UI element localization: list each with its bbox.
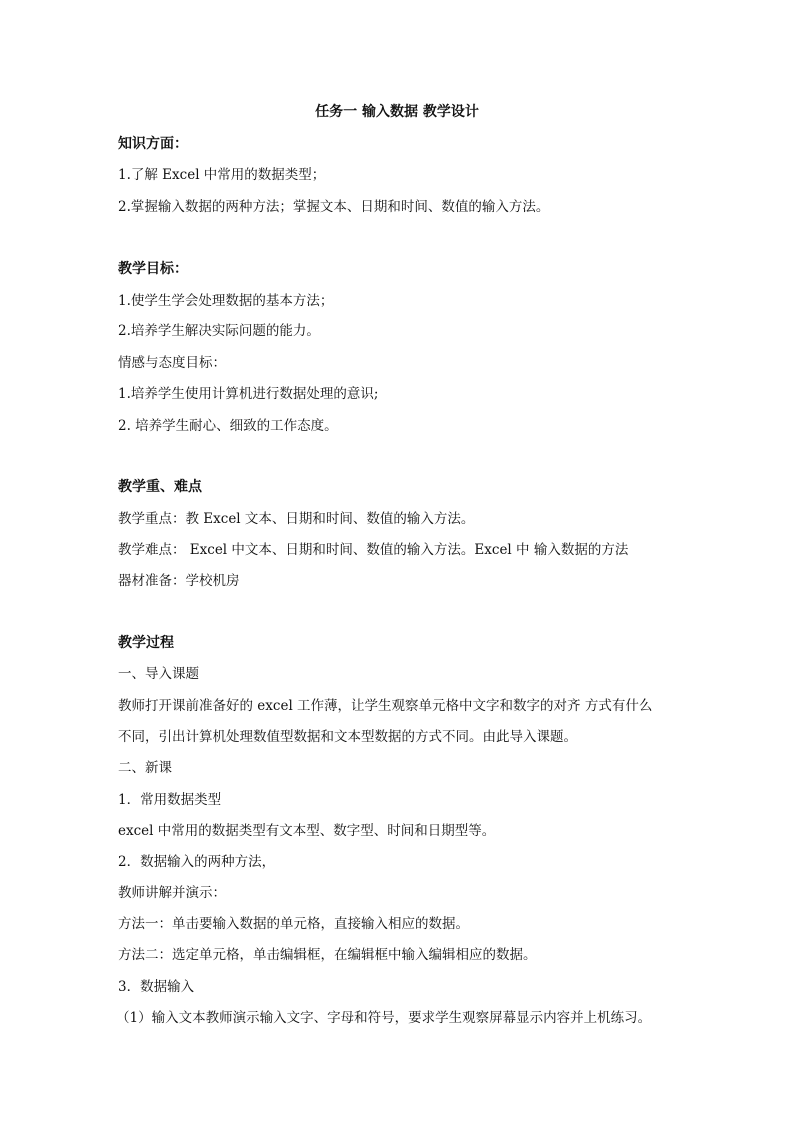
paragraph-line: 1.了解 Excel 中常用的数据类型； [118, 167, 326, 183]
heading-goals: 教学目标： [118, 261, 188, 277]
subheading-emotion: 情感与态度目标： [118, 355, 226, 371]
heading-key-points: 教学重、难点 [118, 479, 202, 495]
heading-process: 教学过程 [118, 635, 174, 651]
paragraph-line: 教学难点： Excel 中文本、日期和时间、数值的输入方法。Excel 中 输入数据的方法 [118, 542, 629, 558]
paragraph-line: 3．数据输入 [118, 979, 195, 995]
paragraph-line: 2. 培养学生耐心、细致的工作态度。 [118, 418, 338, 434]
heading-knowledge: 知识方面： [118, 136, 188, 152]
paragraph-line: excel 中常用的数据类型有文本型、数字型、时间和日期型等。 [118, 823, 496, 839]
paragraph-line: 器材准备：学校机房 [118, 573, 240, 589]
paragraph-line: （1）输入文本教师演示输入文字、字母和符号，要求学生观察屏幕显示内容并上机练习。 [116, 1010, 652, 1026]
paragraph-line: 2.培养学生解决实际问题的能力。 [118, 323, 320, 339]
paragraph-line: 1.培养学生使用计算机进行数据处理的意识; [118, 386, 379, 402]
paragraph-line: 教学重点：教 Excel 文本、日期和时间、数值的输入方法。 [118, 511, 475, 527]
paragraph-line: 二、新课 [118, 760, 172, 776]
paragraph-line: 2．数据输入的两种方法， [118, 854, 276, 870]
paragraph-line: 2.掌握输入数据的两种方法；掌握文本、日期和时间、数值的输入方法。 [118, 199, 550, 215]
paragraph-line: 一、导入课题 [118, 666, 199, 682]
paragraph-line: 教师讲解并演示： [118, 885, 226, 901]
page-title: 任务一 输入数据 教学设计 [315, 104, 479, 120]
paragraph-line: 方法一：单击要输入数据的单元格，直接输入相应的数据。 [118, 916, 469, 932]
paragraph-line: 方法二：选定单元格，单击编辑框，在编辑框中输入编辑相应的数据。 [118, 947, 537, 963]
paragraph-line: 1．常用数据类型 [118, 792, 222, 808]
paragraph-line: 教师打开课前准备好的 excel 工作薄，让学生观察单元格中文字和数字的对齐 方式有什么 [118, 698, 653, 714]
paragraph-line: 不同，引出计算机处理数值型数据和文本型数据的方式不同。由此导入课题。 [118, 729, 577, 745]
paragraph-line: 1.使学生学会处理数据的基本方法； [118, 293, 334, 309]
